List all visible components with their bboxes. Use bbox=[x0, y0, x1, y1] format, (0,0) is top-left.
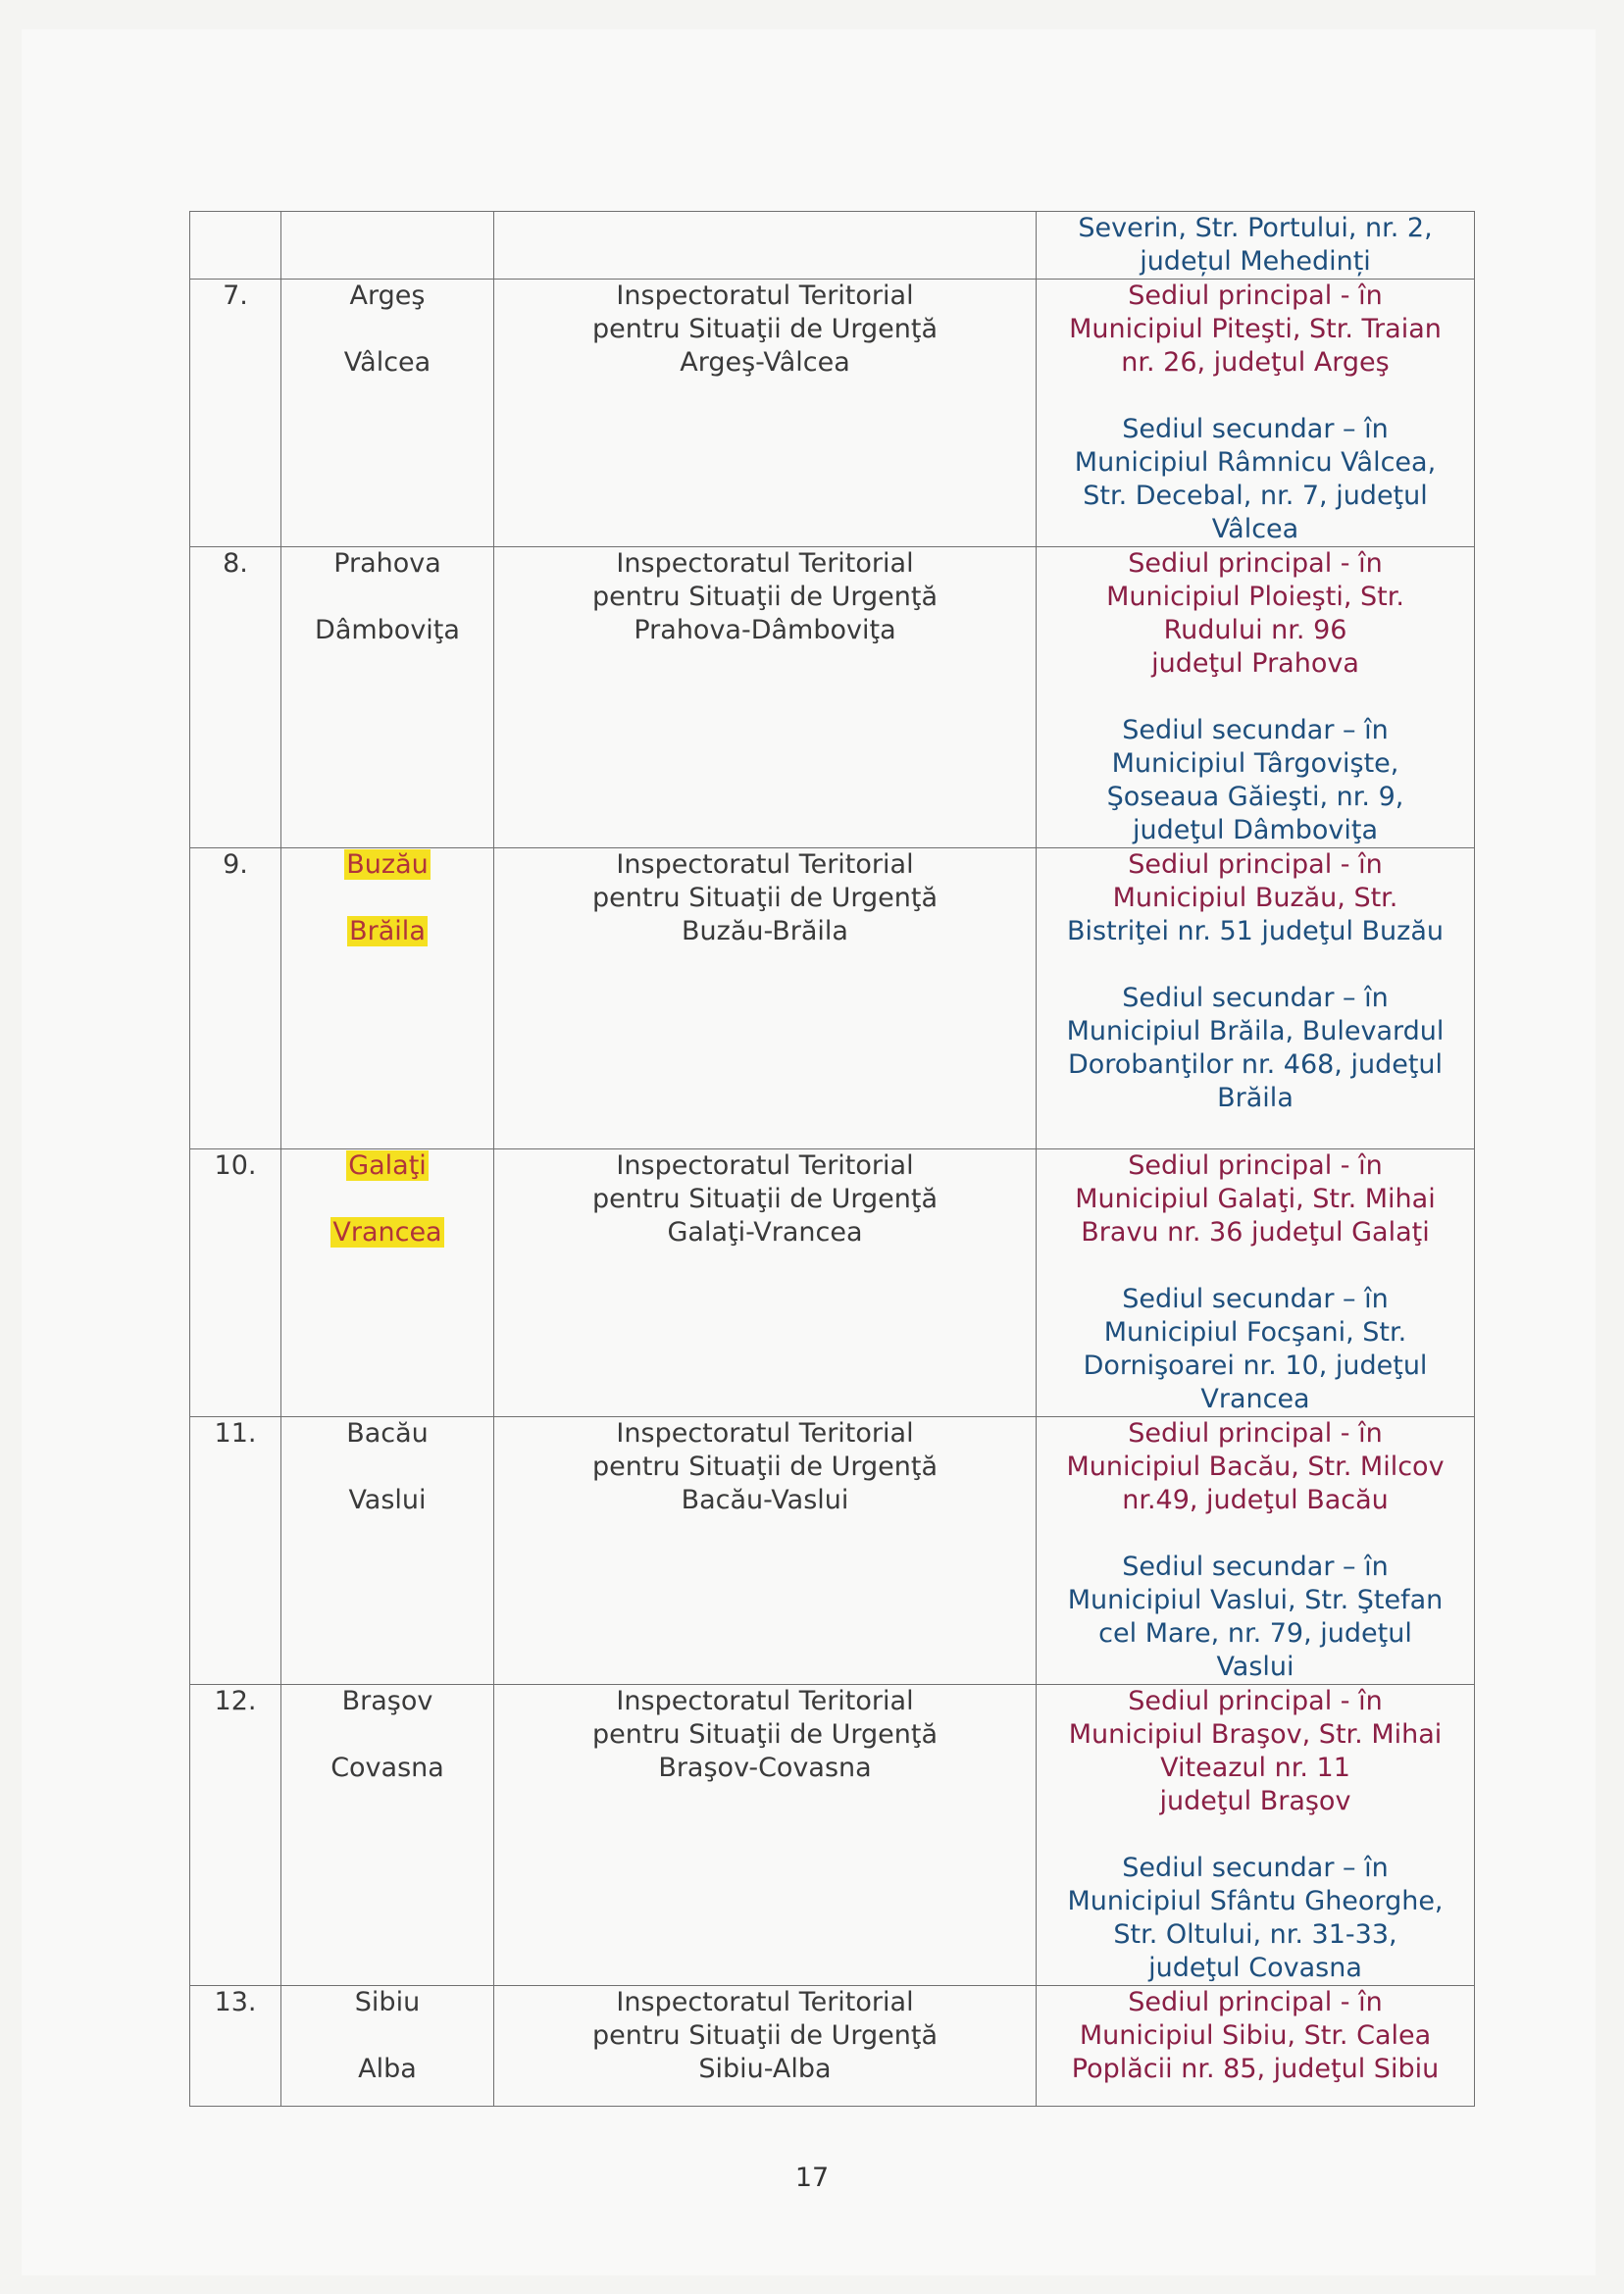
primary-office-line: Rudului nr. 96 bbox=[1163, 615, 1347, 645]
primary-office-line: Municipiul Bacău, Str. Milcov bbox=[1066, 1452, 1445, 1482]
primary-office-line: Municipiul Braşov, Str. Mihai bbox=[1068, 1719, 1443, 1750]
primary-office-line: Viteazul nr. 11 bbox=[1160, 1753, 1350, 1783]
institution-line: pentru Situaţii de Urgenţă bbox=[591, 2020, 938, 2051]
highlighted-county: Galaţi bbox=[348, 1150, 427, 1181]
institution-line: Galaţi-Vrancea bbox=[667, 1217, 863, 1248]
secondary-office-line: judeţul Covasna bbox=[1148, 1953, 1362, 1983]
primary-office-line: nr. 26, judeţul Argeş bbox=[1121, 347, 1390, 378]
primary-office-line: Sediul principal - în bbox=[1128, 1150, 1383, 1181]
secondary-office-line: Sediul secundar – în bbox=[1122, 983, 1389, 1013]
primary-office-line: Poplăcii nr. 85, judeţul Sibiu bbox=[1071, 2054, 1440, 2084]
secondary-office-line: Sediul secundar – în bbox=[1122, 715, 1389, 745]
institution-line: Inspectoratul Teritorial bbox=[616, 1150, 914, 1181]
county-name: Dâmboviţa bbox=[315, 615, 460, 645]
institution-line: Inspectoratul Teritorial bbox=[616, 280, 914, 311]
county-cell bbox=[281, 1986, 494, 2107]
address-cell bbox=[1037, 1685, 1475, 1986]
institution-line: pentru Situaţii de Urgenţă bbox=[591, 1184, 938, 1214]
primary-office-line: Bistriţei nr. 51 judeţul Buzău bbox=[1066, 916, 1444, 946]
row-number: 11. bbox=[190, 1417, 281, 1685]
address-cell bbox=[1037, 1149, 1475, 1417]
address-line: Severin, Str. Portului, nr. 2, bbox=[1078, 213, 1433, 243]
secondary-office-line: Vaslui bbox=[1216, 1652, 1294, 1682]
primary-office-line: Municipiul Buzău, Str. bbox=[1112, 883, 1398, 913]
table-row bbox=[190, 1417, 1475, 1685]
county-cell bbox=[281, 212, 494, 280]
secondary-office-line: Municipiul Râmnicu Vâlcea, bbox=[1074, 447, 1437, 478]
secondary-office-line: Sediul secundar – în bbox=[1122, 1284, 1389, 1314]
row-number: 8. bbox=[190, 547, 281, 848]
county-cell bbox=[281, 547, 494, 848]
county-cell bbox=[281, 280, 494, 547]
table-row bbox=[190, 1986, 1475, 2107]
secondary-office-line: Municipiul Vaslui, Str. Ştefan bbox=[1067, 1585, 1444, 1615]
num-cell bbox=[190, 212, 281, 280]
county-name: Braşov bbox=[341, 1686, 433, 1716]
highlighted-county: Buzău bbox=[346, 849, 429, 880]
institution-line: pentru Situaţii de Urgenţă bbox=[591, 1719, 938, 1750]
county-cell bbox=[281, 1417, 494, 1685]
secondary-office-line: Dorobanţilor nr. 468, judeţul bbox=[1067, 1049, 1444, 1080]
secondary-office-line: Dornişoarei nr. 10, judeţul bbox=[1083, 1351, 1428, 1381]
county-name: Bacău bbox=[346, 1418, 429, 1449]
primary-office-line: judeţul Prahova bbox=[1151, 648, 1359, 679]
institution-cell bbox=[494, 848, 1037, 1149]
row-number: 7. bbox=[190, 280, 281, 547]
highlighted-county: Vrancea bbox=[332, 1217, 442, 1248]
institution-line: Inspectoratul Teritorial bbox=[616, 849, 914, 880]
primary-office-line: Sediul principal - în bbox=[1128, 849, 1383, 880]
primary-office-line: nr.49, judeţul Bacău bbox=[1122, 1485, 1389, 1515]
secondary-office-line: Municipiul Focşani, Str. bbox=[1103, 1317, 1407, 1348]
institution-line: Braşov-Covasna bbox=[658, 1753, 872, 1783]
institution-line: Prahova-Dâmboviţa bbox=[634, 615, 896, 645]
county-name: Vaslui bbox=[348, 1485, 427, 1515]
institution-cell bbox=[494, 547, 1037, 848]
county-name: Sibiu bbox=[354, 1987, 421, 2017]
row-number: 10. bbox=[190, 1149, 281, 1417]
table-row bbox=[190, 1149, 1475, 1417]
county-name: Prahova bbox=[333, 548, 441, 579]
institution-cell bbox=[494, 280, 1037, 547]
table-row bbox=[190, 280, 1475, 547]
secondary-office-line: cel Mare, nr. 79, judeţul bbox=[1098, 1618, 1412, 1649]
institution-cell bbox=[494, 212, 1037, 280]
institutions-table bbox=[189, 211, 1475, 2107]
primary-office-line: Municipiul Galaţi, Str. Mihai bbox=[1075, 1184, 1436, 1214]
county-cell bbox=[281, 848, 494, 1149]
address-cell bbox=[1037, 547, 1475, 848]
institution-line: Argeş-Vâlcea bbox=[680, 347, 850, 378]
address-cell bbox=[1037, 212, 1475, 280]
primary-office-line: Sediul principal - în bbox=[1128, 1987, 1383, 2017]
address-cell bbox=[1037, 280, 1475, 547]
institution-line: Inspectoratul Teritorial bbox=[616, 1686, 914, 1716]
secondary-office-line: Str. Decebal, nr. 7, judeţul bbox=[1083, 481, 1428, 511]
primary-office-line: Sediul principal - în bbox=[1128, 1418, 1383, 1449]
primary-office-line: Municipiul Sibiu, Str. Calea bbox=[1079, 2020, 1432, 2051]
primary-office-line: Municipiul Ploieşti, Str. bbox=[1106, 582, 1404, 612]
institution-line: Inspectoratul Teritorial bbox=[616, 1418, 914, 1449]
institution-cell bbox=[494, 1986, 1037, 2107]
institution-line: pentru Situaţii de Urgenţă bbox=[591, 582, 938, 612]
secondary-office-line: Sediul secundar – în bbox=[1122, 414, 1389, 444]
primary-office-line: Sediul principal - în bbox=[1128, 548, 1383, 579]
secondary-office-line: judeţul Dâmboviţa bbox=[1132, 815, 1379, 845]
secondary-office-line: Vrancea bbox=[1200, 1384, 1310, 1414]
table-row bbox=[190, 848, 1475, 1149]
county-name: Covasna bbox=[330, 1753, 444, 1783]
secondary-office-line: Municipiul Brăila, Bulevardul bbox=[1066, 1016, 1445, 1046]
primary-office-line: Bravu nr. 36 judeţul Galaţi bbox=[1081, 1217, 1430, 1248]
row-number: 12. bbox=[190, 1685, 281, 1986]
county-name: Vâlcea bbox=[343, 347, 431, 378]
secondary-office-line: Brăila bbox=[1217, 1083, 1294, 1113]
institution-line: pentru Situaţii de Urgenţă bbox=[591, 1452, 938, 1482]
address-cell bbox=[1037, 1417, 1475, 1685]
secondary-office-line: Sediul secundar – în bbox=[1122, 1853, 1389, 1883]
secondary-office-line: Municipiul Sfântu Gheorghe, bbox=[1067, 1886, 1444, 1916]
highlighted-county: Brăila bbox=[349, 916, 426, 946]
institution-line: Bacău-Vaslui bbox=[681, 1485, 849, 1515]
institution-line: Inspectoratul Teritorial bbox=[616, 1987, 914, 2017]
page-number: 17 bbox=[794, 2163, 830, 2193]
table-row bbox=[190, 212, 1475, 280]
table-row bbox=[190, 547, 1475, 848]
secondary-office-line: Str. Oltului, nr. 31-33, bbox=[1113, 1919, 1397, 1950]
address-cell bbox=[1037, 1986, 1475, 2107]
row-number: 13. bbox=[190, 1986, 281, 2107]
primary-office-line: Municipiul Piteşti, Str. Traian bbox=[1069, 314, 1442, 344]
secondary-office-line: Sediul secundar – în bbox=[1122, 1552, 1389, 1582]
table-row bbox=[190, 1685, 1475, 1986]
address-cell bbox=[1037, 848, 1475, 1149]
county-name: Alba bbox=[358, 2054, 417, 2084]
row-number: 9. bbox=[190, 848, 281, 1149]
institution-line: Sibiu-Alba bbox=[698, 2054, 832, 2084]
county-name: Argeş bbox=[349, 280, 426, 311]
county-cell bbox=[281, 1685, 494, 1986]
secondary-office-line: Municipiul Târgovişte, bbox=[1111, 748, 1399, 779]
primary-office-line: Sediul principal - în bbox=[1128, 280, 1383, 311]
institution-line: pentru Situaţii de Urgenţă bbox=[591, 314, 938, 344]
secondary-office-line: Şoseaua Găieşti, nr. 9, bbox=[1106, 782, 1404, 812]
institution-line: pentru Situaţii de Urgenţă bbox=[591, 883, 938, 913]
county-cell bbox=[281, 1149, 494, 1417]
primary-office-line: judeţul Braşov bbox=[1159, 1786, 1351, 1816]
institution-cell bbox=[494, 1149, 1037, 1417]
institution-cell bbox=[494, 1417, 1037, 1685]
institution-line: Buzău-Brăila bbox=[682, 916, 848, 946]
address-line: județul Mehedinți bbox=[1140, 246, 1371, 277]
secondary-office-line: Vâlcea bbox=[1211, 514, 1299, 544]
institution-cell bbox=[494, 1685, 1037, 1986]
primary-office-line: Sediul principal - în bbox=[1128, 1686, 1383, 1716]
institution-line: Inspectoratul Teritorial bbox=[616, 548, 914, 579]
